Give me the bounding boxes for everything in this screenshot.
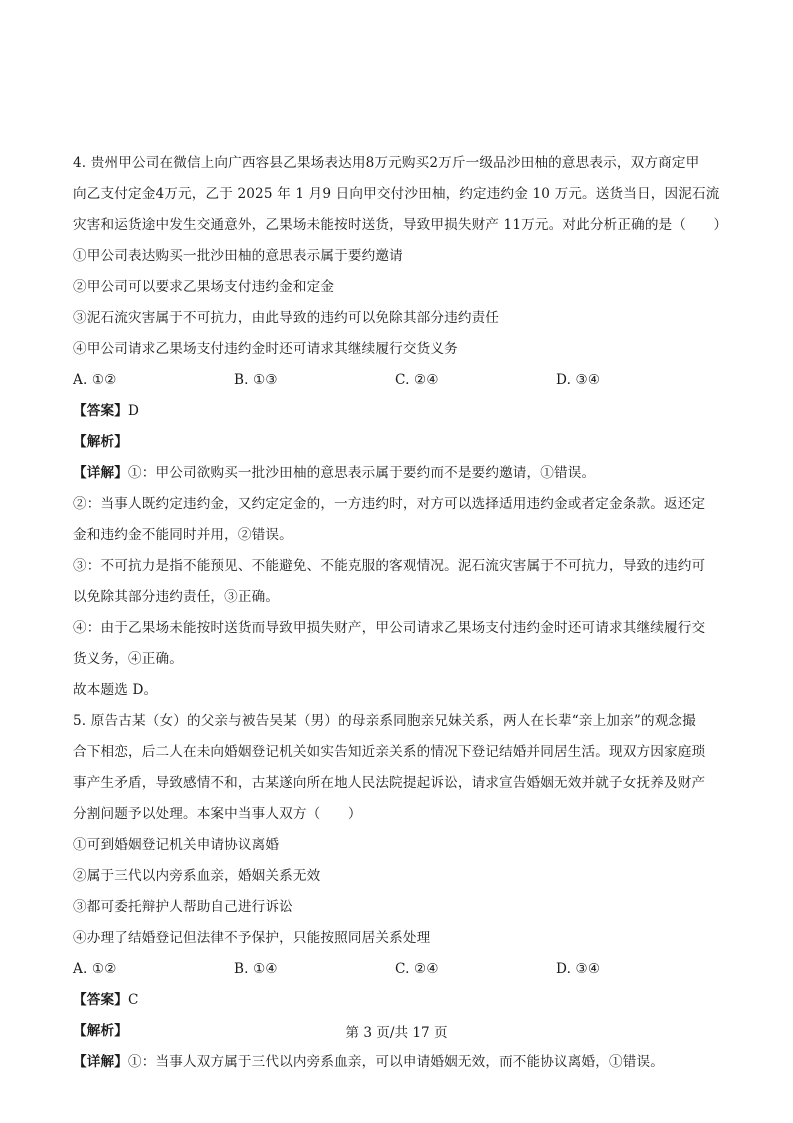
q5-options [73,954,723,985]
q4-detail-line [73,458,723,489]
q4-statement-3: ③泥石流灾害属于不可抗力，由此导致的违约可以免除其部分违约责任 [73,310,500,326]
q4-option-b: B. ①③ [234,372,278,388]
answer-tag: 【答案】 [73,992,128,1008]
q4-option-a: A. ①② [73,372,117,388]
q5-statement-2: ②属于三代以内旁系血亲，婚姻关系无效 [73,868,321,884]
q4-statement-1: ①甲公司表达购买一批沙田柚的意思表示属于要约邀请 [73,248,403,264]
document-body [73,148,728,1078]
q4-detail-line: ④：由于乙果场未能按时送货而导致甲损失财产，甲公司请求乙果场支付违约金时还可请求其继续履行交 [73,620,706,636]
q4-detail-line: 货义务，④正确。 [73,651,183,667]
q4-answer [73,396,723,427]
answer-value: D [127,403,140,419]
detail-text: ①：甲公司欲购买一批沙田柚的意思表示属于要约而不是要约邀请，①错误。 [127,465,596,481]
q4-stem-line: 灾害和运货途中发生交通意外，乙果场未能按时送货，导致甲损失财产 11万元。对此分析正确的是（ ） [73,217,728,233]
q5-statement-3: ③都可委托辩护人帮助自己进行诉讼 [73,899,293,915]
q5-stem-line: 分割问题予以处理。本案中当事人双方（ ） [73,806,362,822]
analysis-tag: 【解析】 [73,434,128,450]
q4-option-c: C. ②④ [395,372,439,388]
q4-analysis [73,427,723,458]
q4-conclusion: 故本题选 D。 [73,682,158,698]
q5-option-c: C. ②④ [395,961,439,977]
q5-detail-line [73,1047,723,1078]
q5-option-a: A. ①② [73,961,117,977]
q5-stem-line: 5. 原告古某（女）的父亲与被告吴某（男）的母亲系同胞亲兄妹关系，两人在长辈“亲上加亲”的观念撮 [73,713,696,729]
q4-option-d: D. ③④ [556,372,601,388]
detail-tag: 【详解】 [73,1054,128,1070]
analysis-tag: 【解析】 [73,1023,128,1039]
detail-text: ①：当事人双方属于三代以内旁系血亲，可以申请婚姻无效，而不能协议离婚，①错误。 [127,1054,664,1070]
q5-stem-line: 合下相恋，后二人在未向婚姻登记机关如实告知近亲关系的情况下登记结婚并同居生活。现双方因家庭琐 [73,744,706,760]
q4-detail-line: 以免除其部分违约责任，③正确。 [73,589,280,605]
q5-statement-1: ①可到婚姻登记机关申请协议离婚 [73,837,280,853]
q4-options [73,365,723,396]
q4-statement-2: ②甲公司可以要求乙果场支付违约金和定金 [73,279,335,295]
page-footer: 第 3 页/共 17 页 [345,1025,448,1041]
q4-detail-line: ③：不可抗力是指不能预见、不能避免、不能克服的客观情况。泥石流灾害属于不可抗力，导致的违约可 [73,558,706,574]
answer-value: C [127,992,139,1008]
q4-stem-line: 向乙支付定金4万元，乙于 2025 年 1 月9 日向甲交付沙田柚，约定违约金 10 万元。送货当日，因泥石流 [73,186,720,202]
detail-tag: 【详解】 [73,465,128,481]
answer-tag: 【答案】 [73,403,128,419]
q4-stem-line: 4. 贵州甲公司在微信上向广西容县乙果场表达用8万元购买2万斤一级品沙田柚的意思表示，双方商定甲 [73,155,700,171]
q4-detail-line: 金和违约金不能同时并用，②错误。 [73,527,293,543]
q5-stem-line: 事产生矛盾，导致感情不和，古某遂向所在地人民法院提起诉讼，请求宣告婚姻无效并就子女抚养及财产 [73,775,706,791]
q5-option-b: B. ①④ [234,961,278,977]
question-4 [73,148,728,706]
q4-statement-4: ④甲公司请求乙果场支付违约金时还可请求其继续履行交货义务 [73,341,458,357]
q5-answer [73,985,723,1016]
q5-option-d: D. ③④ [556,961,601,977]
q4-detail-line: ②：当事人既约定违约金，又约定定金的，一方违约时，对方可以选择适用违约金或者定金条款。返还定 [73,496,706,512]
q5-statement-4: ④办理了结婚登记但法律不予保护，只能按照同居关系处理 [73,930,431,946]
